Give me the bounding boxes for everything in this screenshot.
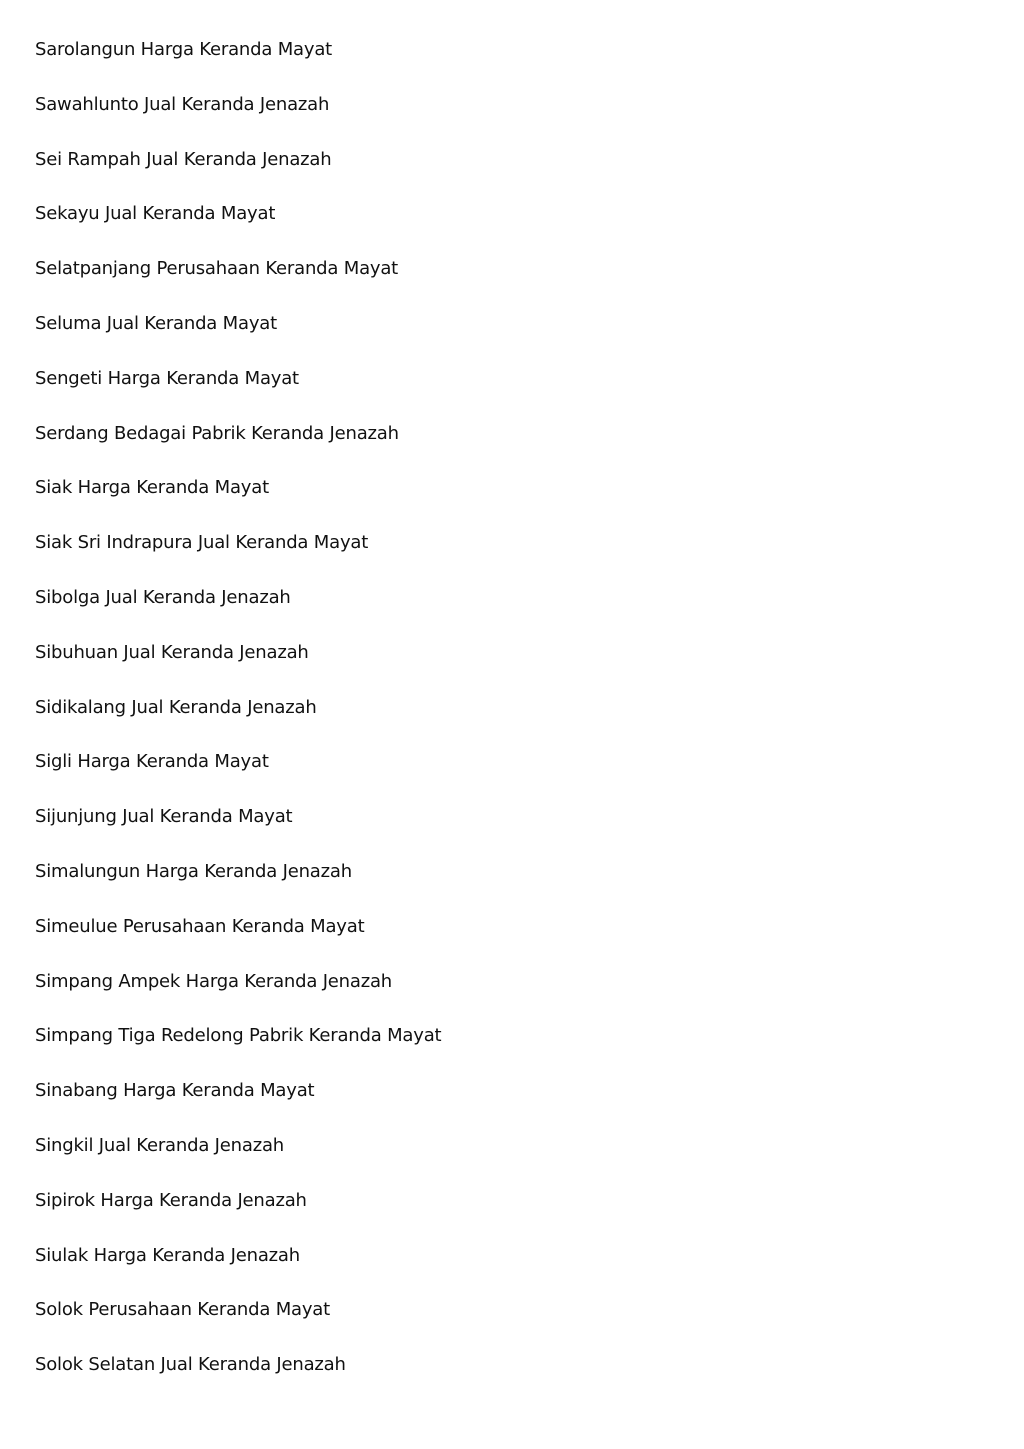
text-line: Sijunjung Jual Keranda Mayat — [35, 806, 293, 828]
text-line: Singkil Jual Keranda Jenazah — [35, 1134, 284, 1156]
text-line: Sawahlunto Jual Keranda Jenazah — [35, 93, 330, 115]
text-line-list — [35, 35, 441, 1405]
text-line: Serdang Bedagai Pabrik Keranda Jenazah — [35, 422, 399, 444]
text-line: Simalungun Harga Keranda Jenazah — [35, 860, 352, 882]
text-line: Solok Selatan Jual Keranda Jenazah — [35, 1354, 346, 1376]
text-line: Sarolangun Harga Keranda Mayat — [35, 39, 333, 60]
text-line: Sibolga Jual Keranda Jenazah — [35, 586, 291, 608]
text-line: Selatpanjang Perusahaan Keranda Mayat — [35, 258, 399, 280]
text-line: Sigli Harga Keranda Mayat — [35, 751, 269, 773]
text-line: Sibuhuan Jual Keranda Jenazah — [35, 641, 309, 663]
text-line: Siulak Harga Keranda Jenazah — [35, 1244, 300, 1266]
text-line: Simeulue Perusahaan Keranda Mayat — [35, 915, 365, 937]
text-line: Sipirok Harga Keranda Jenazah — [35, 1189, 307, 1211]
text-line: Simpang Ampek Harga Keranda Jenazah — [35, 970, 392, 992]
text-line: Sinabang Harga Keranda Mayat — [35, 1080, 315, 1102]
text-line: Sekayu Jual Keranda Mayat — [35, 203, 276, 225]
text-line: Sengeti Harga Keranda Mayat — [35, 367, 299, 389]
text-line: Sidikalang Jual Keranda Jenazah — [35, 696, 317, 718]
text-line: Seluma Jual Keranda Mayat — [35, 312, 277, 334]
text-line: Siak Harga Keranda Mayat — [35, 477, 269, 499]
text-line: Siak Sri Indrapura Jual Keranda Mayat — [35, 532, 369, 554]
text-line: Solok Perusahaan Keranda Mayat — [35, 1299, 330, 1321]
text-line: Sei Rampah Jual Keranda Jenazah — [35, 148, 332, 170]
text-line: Simpang Tiga Redelong Pabrik Keranda Mayat — [35, 1025, 442, 1047]
